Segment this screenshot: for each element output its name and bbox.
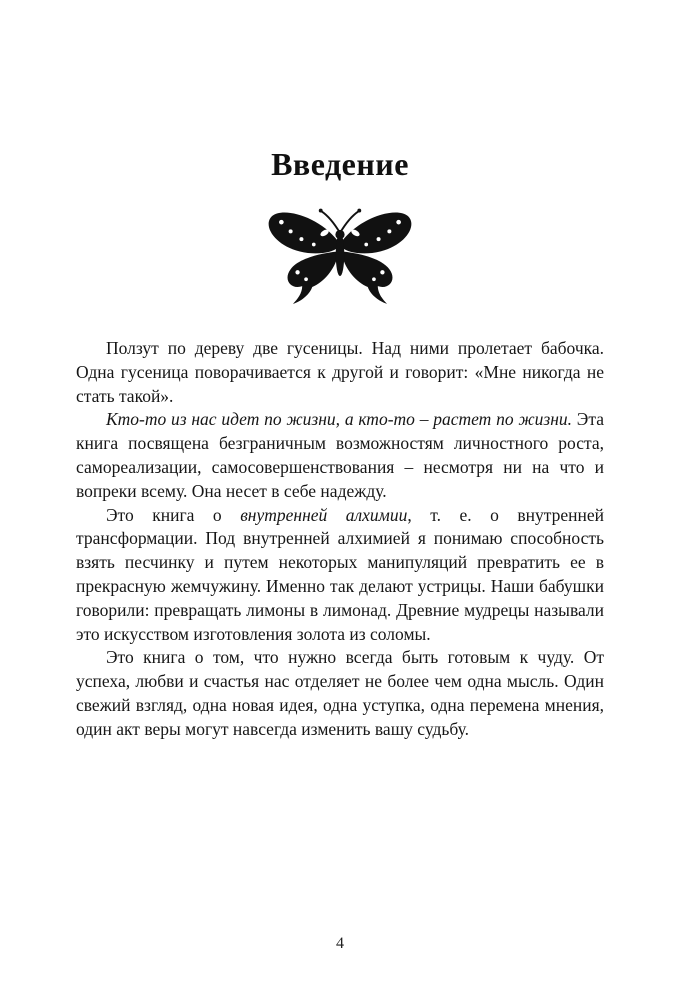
paragraph-1-text: Ползут по дереву две гусеницы. Над ними пролетает бабочка. Одна гусеница поворачивается к другой и говорит: «Мне никогда не стать такой». [76,338,604,406]
paragraph-3-emphasis: внутренней алхимии [240,504,408,525]
paragraph-1 [76,337,604,408]
butterfly-illustration [76,199,604,307]
paragraph-3 [76,504,604,647]
page-title: Введение [271,146,409,182]
paragraph-2-epigraph: Кто-то из нас идет по жизни, а кто-то – растет по жизни. [106,409,573,430]
butterfly-icon [254,199,426,307]
page-number: 4 [336,935,344,952]
paragraph-4 [76,646,604,741]
paragraph-3-text-a: Это книга о [106,504,241,525]
paragraph-3-text-b: , т. е. о внутренней трансформации. Под внутренней алхимией я понимаю способность взять песчинку и путем некоторых манипуляций превратить ее в прекрасную жемчужину. Именно так делают устрицы. Наши бабушки говорили: превращать лимоны в лимонад. Древние мудрецы называли это искусством изготовления золота из соломы. [76,504,604,644]
body-text [76,337,604,742]
paragraph-2 [76,408,604,503]
paragraph-2-text: Эта книга посвящена безграничным возможностям личностного роста, самореализации, самосовершенствования – несмотря ни на что и вопреки всему. Она несет в себе надежду. [76,409,604,501]
paragraph-4-text: Это книга о том, что нужно всегда быть готовым к чуду. От успеха, любви и счастья нас отделяет не более чем одна мысль. Один свежий взгляд, одна новая идея, одна уступка, одна перемена мнения, один акт веры могут навсегда изменить вашу судьбу. [76,647,604,739]
